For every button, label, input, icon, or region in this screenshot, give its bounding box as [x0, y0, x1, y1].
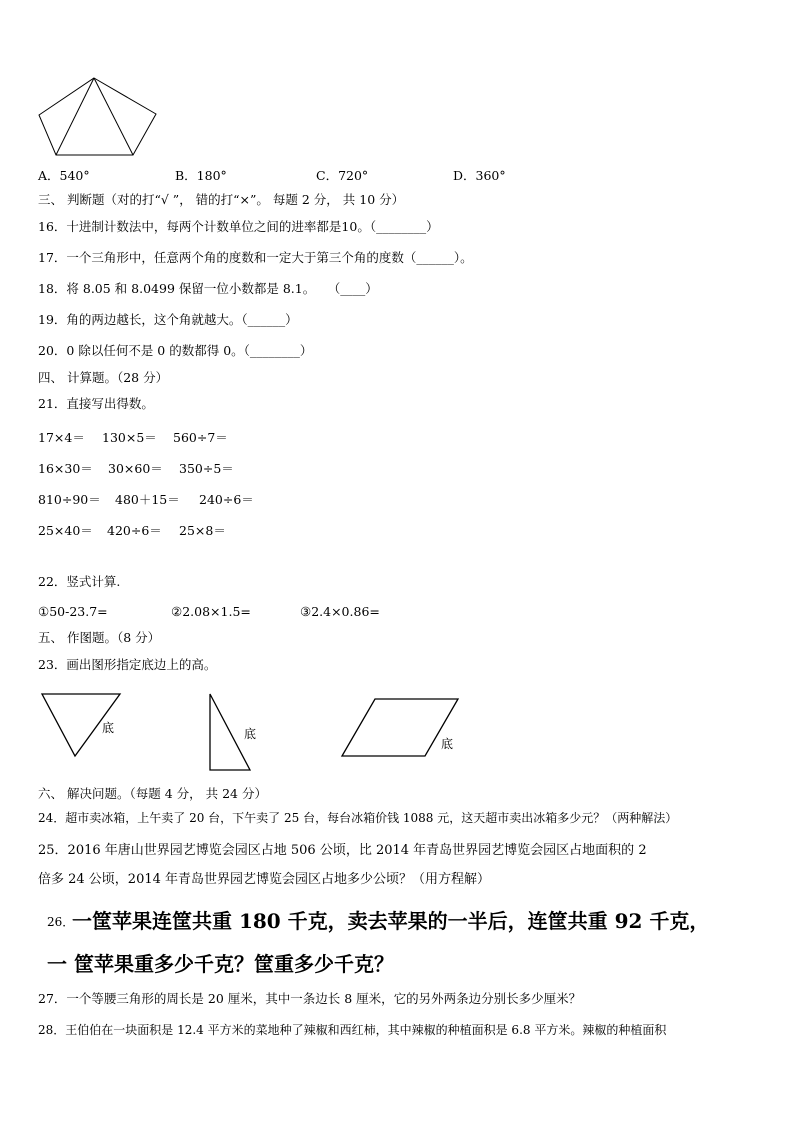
- question-26-line-1: 一筐苹果连筐共重 180 千克，卖去苹果的一半后，连筐共重 92 千克，: [72, 909, 710, 933]
- calc-item: 420÷6＝: [107, 523, 162, 538]
- question-16: 16．十进制计数法中，每两个计数单位之间的进率都是10。（________）: [38, 219, 439, 234]
- right-triangle-figure: [208, 692, 268, 772]
- question-27: 27．一个等腰三角形的周长是 20 厘米，其中一条边长 8 厘米，它的另外两条边分别长多少厘米？: [38, 991, 582, 1006]
- section-3-heading: 三、 判断题（对的打“√ ”， 错的打“×”。 每题 2 分， 共 10 分）: [38, 192, 405, 207]
- question-17: 17．一个三角形中，任意两个角的度数和一定大于第三个角的度数（______）。: [38, 250, 473, 265]
- question-22: 22．竖式计算.: [38, 574, 121, 589]
- option-c: C．720°: [316, 168, 369, 183]
- calc-item: 350÷5＝: [179, 461, 234, 476]
- question-28: 28．王伯伯在一块面积是 12.4 平方米的菜地种了辣椒和西红柿，其中辣椒的种植面积是 6.8 平方米。辣椒的种植面积: [38, 1023, 667, 1037]
- parallelogram-figure: [340, 697, 470, 767]
- calc-item: 480＋15＝: [115, 492, 180, 507]
- calc-item: 17×4＝: [38, 430, 85, 445]
- section-4-heading: 四、 计算题。（28 分）: [38, 370, 169, 385]
- question-24: 24．超市卖冰箱，上午卖了 20 台，下午卖了 25 台，每台冰箱价钱 1088 元，这天超市卖出冰箱多少元？（两种解法）: [38, 811, 678, 825]
- calc-item: 16×30＝: [38, 461, 93, 476]
- question-23: 23．画出图形指定底边上的高。: [38, 657, 217, 672]
- base-label: 底: [244, 727, 257, 741]
- calc-item: 30×60＝: [108, 461, 163, 476]
- base-label: 底: [102, 721, 115, 735]
- question-19: 19．角的两边越长，这个角就越大。（______）: [38, 312, 298, 327]
- question-21: 21．直接写出得数。: [38, 396, 154, 411]
- section-5-heading: 五、 作图题。（8 分）: [38, 630, 161, 645]
- vertical-calc-3: ③2.4×0.86=: [300, 604, 380, 619]
- question-18: 18．将 8.05 和 8.0499 保留一位小数都是 8.1。 （____）: [38, 281, 378, 296]
- calc-item: 25×40＝: [38, 523, 93, 538]
- pentagon-figure: [36, 74, 166, 164]
- question-26-line-2: 一 筐苹果重多少千克？筐重多少千克？: [47, 952, 394, 976]
- base-label: 底: [441, 737, 454, 751]
- question-25-line-2: 倍多 24 公顷，2014 年青岛世界园艺博览会园区占地多少公顷？（用方程解）: [38, 872, 491, 887]
- vertical-calc-1: ①50-23.7=: [38, 604, 108, 619]
- calc-item: 130×5＝: [102, 430, 157, 445]
- calc-item: 25×8＝: [179, 523, 226, 538]
- calc-item: 240÷6＝: [199, 492, 254, 507]
- option-a: A．540°: [38, 168, 90, 183]
- calc-item: 560÷7＝: [173, 430, 228, 445]
- inverted-triangle-figure: [40, 692, 130, 762]
- option-d: D．360°: [453, 168, 506, 183]
- question-20: 20．0 除以任何不是 0 的数都得 0。（________）: [38, 343, 313, 358]
- section-6-heading: 六、 解决问题。（每题 4 分， 共 24 分）: [38, 786, 267, 801]
- vertical-calc-2: ②2.08×1.5=: [171, 604, 251, 619]
- option-b: B．180°: [175, 168, 227, 183]
- question-26-number: 26．: [47, 915, 75, 929]
- question-25-line-1: 25．2016 年唐山世界园艺博览会园区占地 506 公顷，比 2014 年青岛世界园艺博览会园区占地面积的 2: [38, 843, 647, 858]
- calc-item: 810÷90＝: [38, 492, 101, 507]
